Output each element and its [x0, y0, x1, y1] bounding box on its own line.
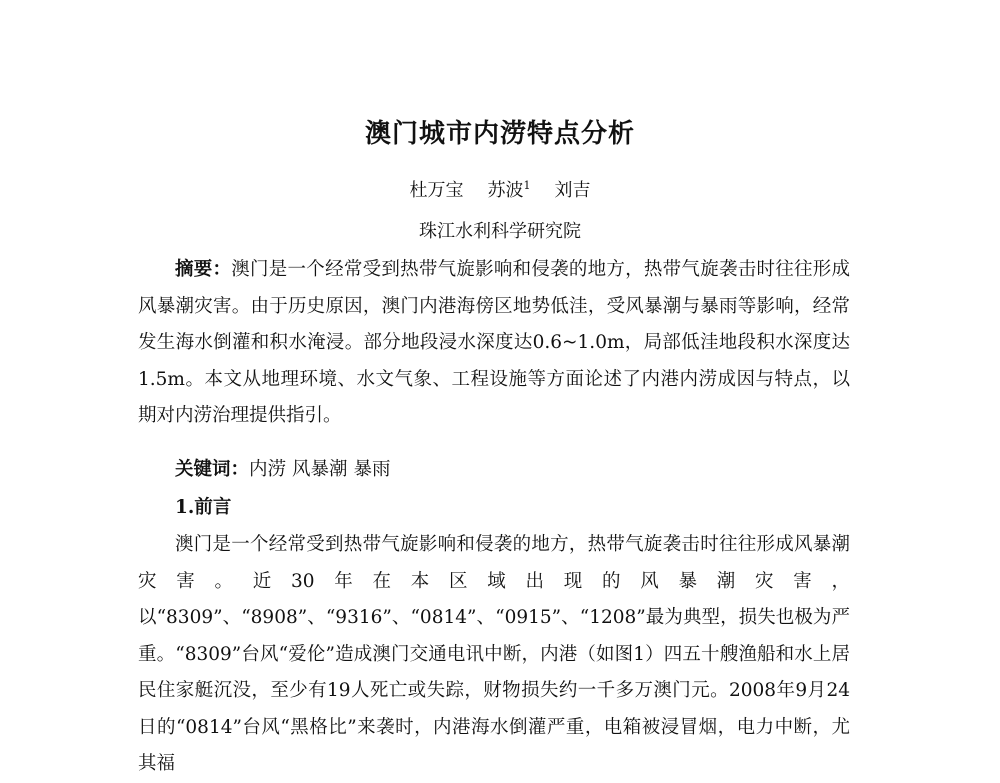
author — [488, 176, 531, 202]
abstract-label: 摘要： — [175, 259, 232, 280]
section-heading: 1.前言 — [175, 497, 232, 518]
author-list — [0, 176, 1000, 202]
keywords-label: 关键词： — [175, 459, 250, 480]
abstract-text: 澳门是一个经常受到热带气旋影响和侵袭的地方，热带气旋袭击时往往形成风暴潮灾害。由于历史原因，澳门内港海傍区地势低洼，受风暴潮与暴雨等影响，经常发生海水倒灌和积水淹浸。部分地段浸水深度达0.6~1.0m，局部低洼地段积水深度达1.5m。本文从地理环境、水文气象、工程设施等方面论述了内港内涝成因与特点，以期对内涝治理提供指引。 — [138, 259, 850, 426]
section-paragraph: 澳门是一个经常受到热带气旋影响和侵袭的地方，热带气旋袭击时往往形成风暴潮灾害。近30年在本区域出现的风暴潮灾害，以“8309”、“8908”、“9316”、“0814”、“0915”、“1208”最为典型，损失也极为严重。“8309”台风“爱伦”造成澳门交通电讯中断，内港（如图1）四五十艘渔船和水上居民住家艇沉没，至少有19人死亡或失踪，财物损失约一千多万澳门元。2008年9月24日的“0814”台风“黑格比”来袭时，内港海水倒灌严重，电箱被浸冒烟，电力中断，尤其福 — [138, 534, 850, 774]
keywords — [175, 452, 397, 489]
section-body — [138, 527, 850, 783]
author — [410, 176, 464, 202]
keyword: 暴雨 — [353, 459, 391, 480]
author-name: 杜万宝 — [409, 180, 464, 201]
affiliation-superscript: 1 — [523, 179, 531, 192]
paper-title: 澳门城市内涝特点分析 — [364, 119, 635, 149]
author-name: 苏波 — [487, 180, 524, 201]
abstract — [138, 252, 850, 435]
keyword: 内涝 — [249, 459, 287, 480]
author-name: 刘吉 — [554, 180, 591, 201]
author — [555, 176, 591, 202]
affiliation: 珠江水利科学研究院 — [419, 221, 581, 242]
keyword: 风暴潮 — [292, 459, 348, 480]
